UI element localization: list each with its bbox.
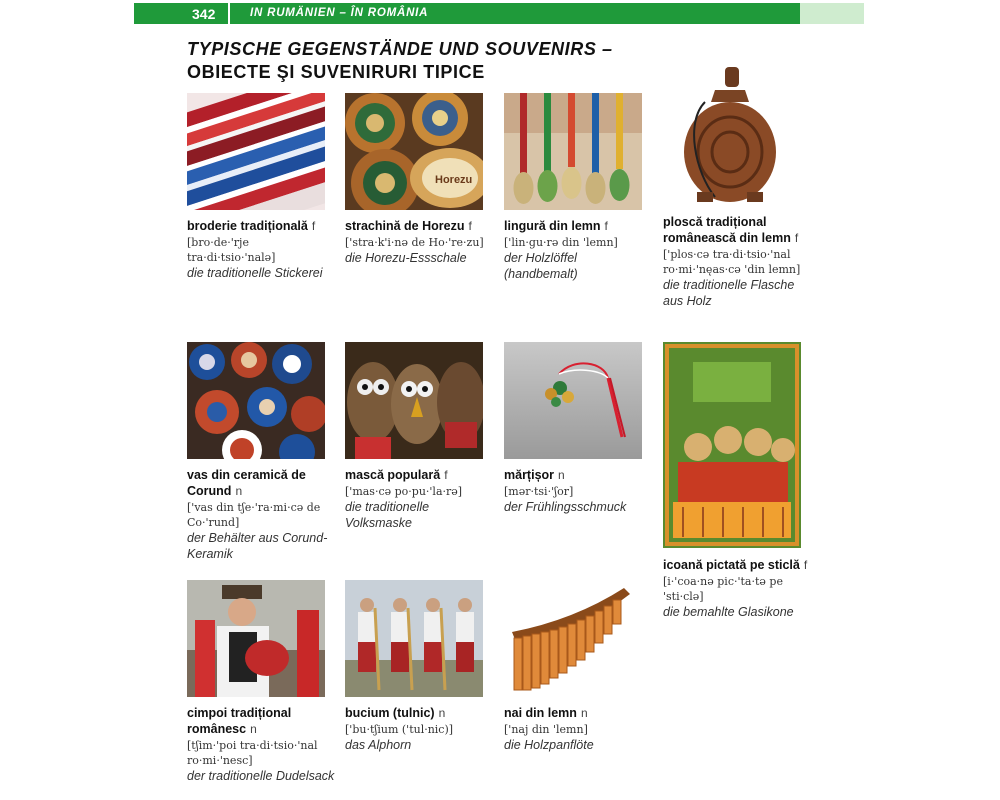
item-phonetic: [i·'coa·nə pic·'ta·tə pe 'sti·clə] xyxy=(663,575,783,603)
item-translation: der Behälter aus Corund-Keramik xyxy=(187,531,328,561)
item-gender: n xyxy=(250,722,257,736)
item-term: cimpoi tradițional românesc n xyxy=(187,706,292,736)
item-card-alphorn xyxy=(345,705,495,753)
item-term: mască populară f xyxy=(345,468,448,482)
item-phonetic: ['naj din 'lemn] xyxy=(504,723,588,736)
glass-icon-painting-photo xyxy=(663,342,801,548)
item-gender: f xyxy=(468,219,472,233)
item-gender: n xyxy=(580,706,588,720)
item-gender: f xyxy=(444,468,448,482)
item-term: mărțișor n xyxy=(504,468,565,482)
item-gender: n xyxy=(438,706,446,720)
item-term: strachină de Horezu f xyxy=(345,219,472,233)
item-translation: der traditionelle Dudelsack xyxy=(187,769,335,783)
item-phonetic: ['plos·cə tra·di·tsio·'nal ro·mi·'nęas·cə 'din lemn] xyxy=(663,248,801,276)
item-translation: die Holzpanflöte xyxy=(504,738,594,752)
header-bar-fade xyxy=(800,3,864,24)
item-phonetic: ['vas din tʃe·'ra·mi·cə de Co·'rund] xyxy=(187,501,321,529)
folk-masks-photo xyxy=(345,342,483,459)
item-card-wooden-spoon xyxy=(504,218,654,282)
item-translation: die traditionelle Stickerei xyxy=(187,266,323,280)
item-translation: die traditionelle Flasche aus Holz xyxy=(663,278,795,308)
item-translation: das Alphorn xyxy=(345,738,412,752)
wooden-flask-photo xyxy=(675,62,785,207)
item-gender: f xyxy=(803,558,808,572)
item-term: bucium (tulnic) n xyxy=(345,706,446,720)
item-card-martisor xyxy=(504,467,654,515)
item-phonetic: [mər·tsi·'ʃor] xyxy=(504,485,574,498)
item-gender: f xyxy=(794,231,799,245)
martisor-photo xyxy=(504,342,642,459)
item-term: lingură din lemn f xyxy=(504,219,608,233)
pan-flute-photo xyxy=(504,580,642,697)
item-term: nai din lemn n xyxy=(504,706,588,720)
item-card-glass-icon xyxy=(663,557,813,620)
section-title-german: TYPISCHE GEGENSTÄNDE UND SOUVENIRS – xyxy=(187,39,613,59)
item-term: broderie tradițională f xyxy=(187,219,316,233)
wooden-spoons-photo xyxy=(504,93,642,210)
item-phonetic: ['lin·gu·rə din 'lemn] xyxy=(504,236,618,249)
item-term: vas din ceramică de Corund n xyxy=(187,468,306,498)
corund-ceramics-photo xyxy=(187,342,325,459)
item-translation: die traditionelle Volksmaske xyxy=(345,500,430,530)
horezu-bowls-photo xyxy=(345,93,483,210)
header-bar xyxy=(134,3,800,24)
item-phonetic: [bro·de·'rje tra·di·tsio·'nalə] xyxy=(187,236,276,264)
embroidery-photo xyxy=(187,93,325,210)
item-card-pan-flute xyxy=(504,705,654,753)
item-translation: der Frühlingsschmuck xyxy=(504,500,627,514)
item-phonetic: ['mas·cə po·pu·'la·rə] xyxy=(345,485,463,498)
item-card-wooden-flask xyxy=(663,214,813,309)
item-gender: f xyxy=(604,219,608,233)
section-title-romanian: OBIECTE ŞI SUVENIRURI TIPICE xyxy=(187,62,485,82)
item-phonetic: [tʃim·'poi tra·di·tsio·'nal ro·mi·'nesc] xyxy=(187,739,318,767)
item-card-embroidery xyxy=(187,218,337,281)
item-translation: die bemahlte Glasikone xyxy=(663,605,794,619)
item-term: ploscă tradițional românească din lemn f xyxy=(663,215,799,245)
item-phonetic: ['stra·k'i·nə de Ho·'re·zu] xyxy=(345,236,484,249)
item-phonetic: ['bu·tʃium ('tul·nic)] xyxy=(345,723,454,736)
item-translation: die Horezu-Essschale xyxy=(345,251,467,265)
item-gender: n xyxy=(235,484,243,498)
bagpipe-player-photo xyxy=(187,580,325,697)
page-number: 342 xyxy=(192,6,216,22)
item-translation: der Holzlöffel (handbemalt) xyxy=(504,251,578,281)
item-gender: f xyxy=(311,219,316,233)
svg-text:Horezu: Horezu xyxy=(435,174,473,186)
alphorn-players-photo xyxy=(345,580,483,697)
item-term: icoană pictată pe sticlă f xyxy=(663,558,808,572)
item-card-corund-vessel xyxy=(187,467,337,562)
item-card-folk-mask xyxy=(345,467,495,531)
running-title: IN RUMÄNIEN – ÎN ROMÂNIA xyxy=(250,7,429,19)
item-card-horezu-bowl xyxy=(345,218,495,266)
item-card-bagpipe xyxy=(187,705,337,784)
item-gender: n xyxy=(558,468,565,482)
